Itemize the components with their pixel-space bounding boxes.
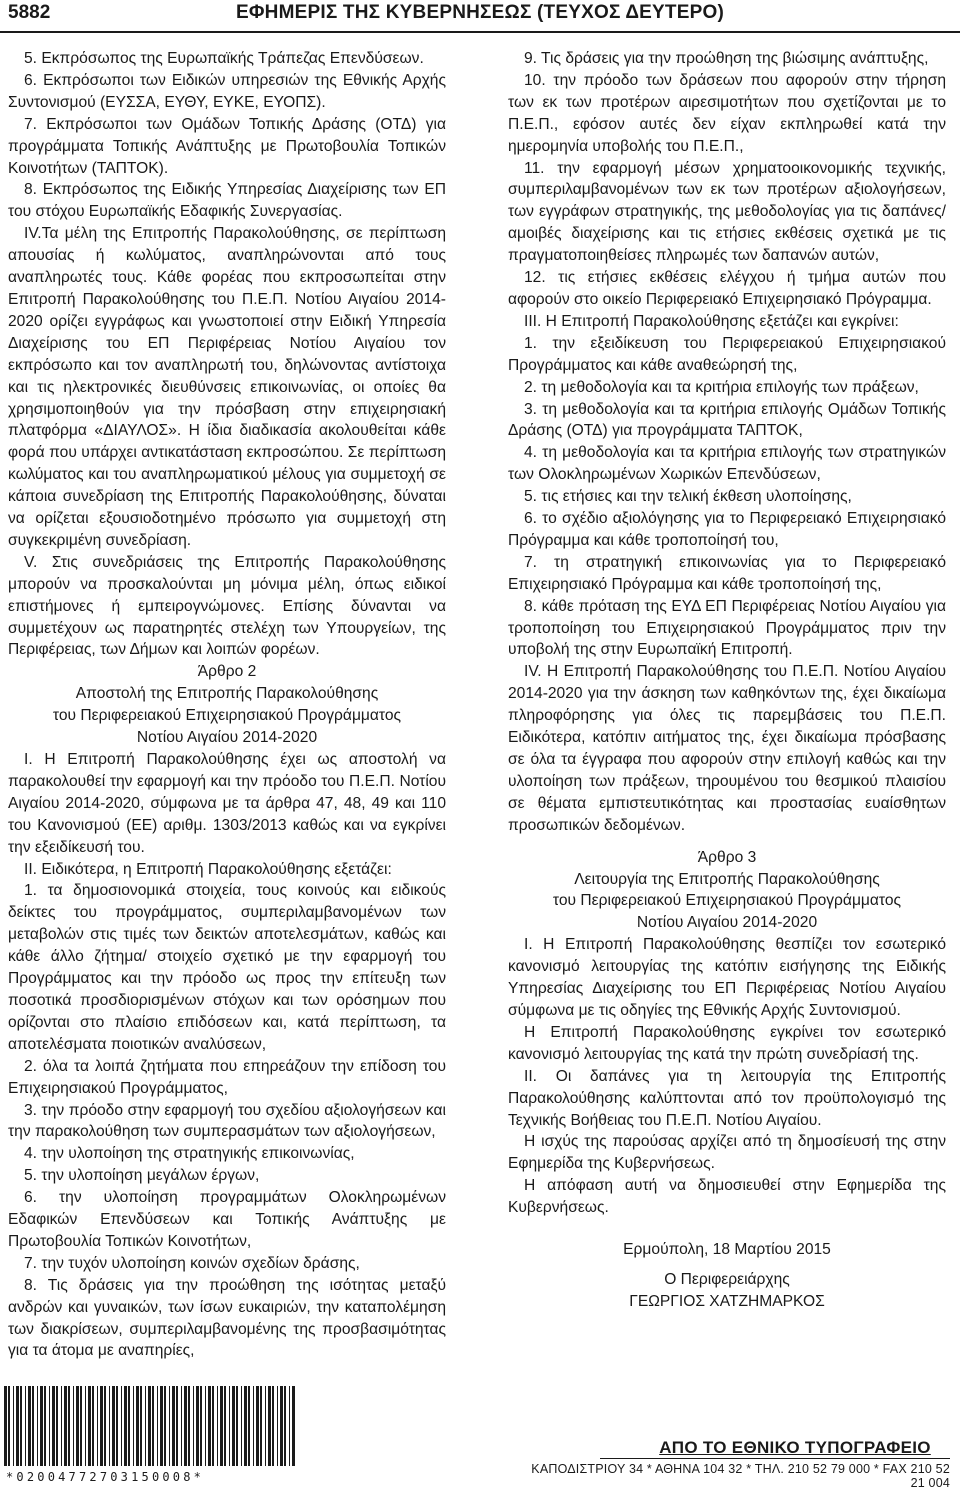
barcode-bar xyxy=(28,1386,31,1466)
printer-name: ΑΠΟ ΤΟ ΕΘΝΙΚΟ ΤΥΠΟΓΡΑΦΕΙΟ xyxy=(659,1438,931,1457)
barcode-bar xyxy=(160,1386,163,1466)
barcode-bar xyxy=(241,1386,242,1466)
barcode-bar xyxy=(220,1386,223,1466)
barcode-bar xyxy=(244,1386,247,1466)
article-title: του Περιφερειακού Επιχειρησιακού Προγράμματος xyxy=(52,707,402,725)
printer-rule xyxy=(600,1458,950,1459)
barcode-bar xyxy=(44,1386,46,1466)
barcode-bar xyxy=(260,1386,262,1466)
barcode-bar xyxy=(157,1386,158,1466)
paragraph: IV. Η Επιτροπή Παρακολούθησης του Π.Ε.Π. Νοτίου Αιγαίου 2014-2020 για την άσκηση των καθηκόντων της, έχει δικαίωμα πληροφόρησης για όλες τις παρεμβάσεις του Π.Ε.Π. Ειδικότερα, κατόπιν αιτήματος της, έχει δικαίωμα πρόσβασης σε όλα τα έγγραφα που αφορούν στην επιλογή καθώς και την υλοποίηση των πράξεων, τηρουμένου του θεσμικού πλαισίου σε θέματα εμπιστευτικότητας και προστασίας ευαίσθητων προσωπικών δεδομένων. xyxy=(508,663,946,834)
paragraph: V. Στις συνεδριάσεις της Επιτροπής Παρακολούθησης μπορούν να προσκαλούνται μη μόνιμα μέλη, όπως ειδικοί επιστήμονες ή εμπειρογνώμονες. Επίσης δύνανται να συμμετέχουν ως παρατηρητές στελέχη των Υπουργείων, της Περιφέρειας, των Δήμων και λοιπών φορέων. xyxy=(8,553,446,659)
article-title: Αποστολή της Επιτροπής Παρακολούθησης xyxy=(75,685,379,703)
article-title: του Περιφερειακού Επιχειρησιακού Προγράμματος xyxy=(552,892,902,910)
barcode-bar xyxy=(104,1386,106,1466)
barcode-bar xyxy=(109,1386,110,1466)
right-column xyxy=(508,48,946,1313)
paragraph: 7. την τυχόν υλοποίηση κοινών σχεδίων δράσης, xyxy=(24,1254,360,1272)
paragraph: 3. τη μεθοδολογία και τα κριτήρια επιλογής Ομάδων Τοπικής Δράσης (ΟΤΔ) για προγράμματα ΤΑΠΤΟΚ, xyxy=(508,400,946,440)
paragraph: Ι. Η Επιτροπή Παρακολούθησης έχει ως αποστολή να παρακολουθεί την εφαρμογή και την πρόοδο του Π.Ε.Π. Νοτίου Αιγαίου 2014-2020, σύμφωνα με τα άρθρα 47, 48, 49 και 110 του Κανονισμού (ΕΕ) αριθμ. 1303/2013 καθώς και να εγκρίνει την εξειδίκευσή του. xyxy=(8,751,446,856)
paragraph: 12. τις ετήσιες εκθέσεις ελέγχου ή τμήμα αυτών που αφορούν στο οικείο Περιφερειακό Επιχειρησιακό Πρόγραμμα. xyxy=(508,269,946,308)
signer-title: Ο Περιφερειάρχης xyxy=(664,1270,790,1288)
article-title: Νοτίου Αιγαίου 2014-2020 xyxy=(636,914,818,932)
barcode-bars xyxy=(0,1386,300,1468)
barcode-bar xyxy=(56,1386,58,1466)
barcode-bar xyxy=(121,1386,122,1466)
barcode-bar xyxy=(232,1386,235,1466)
barcode-bar xyxy=(92,1386,94,1466)
paragraph: 6. το σχέδιο αξιολόγησης για το Περιφερειακό Επιχειρησιακό Πρόγραμμα και κάθε τροποποίησή του, xyxy=(508,510,946,549)
paragraph: ΙΙ. Ειδικότερα, η Επιτροπή Παρακολούθησης εξετάζει: xyxy=(24,860,392,878)
barcode-bar xyxy=(265,1386,266,1466)
barcode-bar xyxy=(193,1386,194,1466)
header-rule xyxy=(0,31,960,33)
barcode-bar xyxy=(40,1386,43,1466)
paragraph: IV.Τα μέλη της Επιτροπής Παρακολούθησης, σε περίπτωση απουσίας ή κωλύματος, αναπληρώνονται από τους αναπληρωτές τους. Κάθε φορέας που εκπροσωπείται στην Επιτροπή Παρακολούθησης του Π.Ε.Π. Νοτίου Αιγαίου 2014-2020 ορίζει εγγράφως και γνωστοποιεί στην Ειδική Υπηρεσία Διαχείρισης του ΕΠ Περιφέρειας Νοτίου Αιγαίου τον εκπρόσωπο και τον αναπληρωτή του, δηλώνοντας αντίστοιχα και τις ηλεκτρονικές διευθύνσεις επικοινωνίας, οι οποίες θα χρησιμοποιηθούν για την πρόσβαση στην επιχειρησιακή πλατφόρμα «ΔΙΑΥΛΟΣ». Η ίδια διαδικασία ακολουθείται κάθε φορά που υπάρχει αντικατάσταση εκπροσώπου. Σε περίπτωση κωλύματος και του αναπληρωματικού μέλους για συμμετοχή σε κάποια συνεδρίαση της Επιτροπής Παρακολούθησης, δύναται να ορίζεται εξουσιοδοτημένο πρόσωπο για συμμετοχή στη συγκεκριμένη συνεδρίαση. xyxy=(8,225,446,549)
barcode-bar xyxy=(128,1386,130,1466)
paragraph: 3. την πρόοδο στην εφαρμογή του σχεδίου αξιολογήσεων και την παρακολούθηση των συμπερασμάτων των αξιολογήσεων, xyxy=(8,1101,446,1141)
barcode-bar xyxy=(88,1386,91,1466)
paragraph: Η Επιτροπή Παρακολούθησης εγκρίνει τον εσωτερικό κανονισμό λειτουργίας της κατά την πρώτη συνεδρίασή της. xyxy=(508,1023,946,1063)
paragraph: 7. Εκπρόσωποι των Ομάδων Τοπικής Δράσης (ΟΤΔ) για προγράμματα Τοπικής Ανάπτυξης με Πρωτοβουλία Τοπικών Κοινοτήτων (ΤΑΠΤΟΚ). xyxy=(8,115,446,177)
barcode-bar xyxy=(196,1386,199,1466)
paragraph: 6. Εκπρόσωποι των Ειδικών υπηρεσιών της Εθνικής Αρχής Συντονισμού (ΕΥΣΣΑ, ΕΥΘΥ, ΕΥΚΕ, ΕΥΟΠΣ). xyxy=(8,71,446,111)
barcode-bar xyxy=(116,1386,118,1466)
paragraph: ΙΙΙ. Η Επιτροπή Παρακολούθησης εξετάζει και εγκρίνει: xyxy=(524,312,899,330)
barcode-bar xyxy=(20,1386,22,1466)
paragraph: 8. Τις δράσεις για την προώθηση της ισότητας μεταξύ ανδρών και γυναικών, των ίσων ευκαιριών, την καταπολέμηση των διακρίσεων, συμπεριλαμβανομένης της προσβασιμότητας για τα άτομα με αναπηρίες, xyxy=(8,1276,446,1360)
barcode-bar xyxy=(256,1386,259,1466)
barcode-number: *02004772703150008* xyxy=(6,1470,205,1484)
paragraph: Η ισχύς της παρούσας αρχίζει από τη δημοσίευσή της στην Εφημερίδα της Κυβερνήσεως. xyxy=(508,1133,946,1173)
paragraph: Η απόφαση αυτή να δημοσιευθεί στην Εφημερίδα της Κυβερνήσεως. xyxy=(508,1177,946,1217)
barcode-bar xyxy=(229,1386,230,1466)
paragraph: 6. την υλοποίηση προγραμμάτων Ολοκληρωμένων Εδαφικών Επενδύσεων και Τοπικής Ανάπτυξης με Πρωτοβουλία Τοπικών Κοινοτήτων, xyxy=(8,1189,446,1250)
page-number: 5882 xyxy=(8,2,51,23)
paragraph: 5. την υλοποίηση μεγάλων έργων, xyxy=(24,1167,260,1185)
barcode-bar xyxy=(188,1386,190,1466)
paragraph: 10. την πρόοδο των δράσεων που αφορούν στην τήρηση των εκ των προτέρων αιρεσιμοτήτων που σχετίζονται με το Π.Ε.Π., εφόσον αυτές δεν είχαν εκπληρωθεί κατά την ημερομηνία υποβολής του Π.Ε.Π., xyxy=(508,71,946,155)
barcode-bar xyxy=(49,1386,50,1466)
paragraph: 9. Τις δράσεις για την προώθηση της βιώσιμης ανάπτυξης, xyxy=(524,50,929,67)
barcode-bar xyxy=(268,1386,271,1466)
barcode-bar xyxy=(73,1386,74,1466)
barcode-bar xyxy=(140,1386,142,1466)
barcode-bar xyxy=(181,1386,182,1466)
paragraph: 11. την εφαρμογή μέσων χρηματοοικονομικής τεχνικής, συμπεριλαμβανομένων των εκ των προτέρων αξιολογήσεων, των εγγράφων στρατηγικής, της μεθοδολογίας για τις δαπάνες/ αμοιβές διαχείρισης και τις ετήσιες εκθέσεις σχετικά με τις πραγματοποιηθείσες πληρωμές των δαπανών αυτών, xyxy=(508,159,946,265)
article-heading: Άρθρο 2 xyxy=(197,663,257,681)
barcode-bar xyxy=(97,1386,98,1466)
barcode-bar xyxy=(64,1386,67,1466)
barcode-bar xyxy=(272,1386,274,1466)
barcode-bar xyxy=(280,1386,283,1466)
signer-name: ΓΕΩΡΓΙΟΣ ΧΑΤΖΗΜΑΡΚΟΣ xyxy=(629,1292,825,1310)
paragraph: 7. τη στρατηγική επικοινωνίας για το Περιφερειακό Επιχειρησιακό Πρόγραμμα και κάθε τροποποίησή της, xyxy=(508,553,946,593)
barcode-bar xyxy=(133,1386,134,1466)
barcode-bar xyxy=(85,1386,86,1466)
barcode-bar xyxy=(164,1386,166,1466)
barcode-bar xyxy=(208,1386,211,1466)
barcode-bar xyxy=(76,1386,79,1466)
barcode-bar xyxy=(13,1386,14,1466)
paragraph: 1. την εξειδίκευση του Περιφερειακού Επιχειρησιακού Προγράμματος και κάθε αναθεώρησή της, xyxy=(508,334,946,374)
paragraph: 8. Εκπρόσωπος της Ειδικής Υπηρεσίας Διαχείρισης των ΕΠ του στόχου Ευρωπαϊκής Εδαφικής Συνεργασίας. xyxy=(8,181,446,221)
left-column xyxy=(8,48,446,1362)
barcode-bar xyxy=(176,1386,178,1466)
gazette-title: ΕΦΗΜΕΡΙΣ ΤΗΣ ΚΥΒΕΡΝΗΣΕΩΣ (ΤΕΥΧΟΣ ΔΕΥΤΕΡΟ) xyxy=(236,2,724,23)
barcode-bar xyxy=(152,1386,154,1466)
paragraph: 2. όλα τα λοιπά ζητήματα που επηρεάζουν την επίδοση του Επιχειρησιακού Προγράμματος, xyxy=(8,1057,446,1097)
barcode-bar xyxy=(148,1386,151,1466)
printer-address: ΚΑΠΟΔΙΣΤΡΙΟΥ 34 * ΑΘΗΝΑ 104 32 * ΤΗΛ. 210 52 79 000 * FAX 210 52 21 004 xyxy=(531,1462,950,1490)
barcode-bar xyxy=(169,1386,170,1466)
barcode-bar xyxy=(4,1386,7,1466)
barcode-bar xyxy=(52,1386,55,1466)
place-date: Ερμούπολη, 18 Μαρτίου 2015 xyxy=(623,1241,831,1259)
paragraph: ΙΙ. Οι δαπάνες για τη λειτουργία της Επιτροπής Παρακολούθησης καλύπτονται από τον προϋπολογισμό της Τεχνικής Βοήθειας του Π.Ε.Π. Νοτίου Αιγαίου. xyxy=(508,1067,946,1129)
barcode-bar xyxy=(172,1386,175,1466)
paragraph: Ι. Η Επιτροπή Παρακολούθησης θεσπίζει τον εσωτερικό κανονισμό λειτουργίας της κατόπιν εισήγησης της Ειδικής Υπηρεσίας Διαχείρισης του ΕΠ Περιφέρειας Νοτίου Αιγαίου σύμφωνα με τις οδηγίες της Εθνικής Αρχής Συντονισμού. xyxy=(508,936,946,1019)
barcode-bar xyxy=(212,1386,214,1466)
barcode-bar xyxy=(100,1386,103,1466)
barcode-bar xyxy=(124,1386,127,1466)
barcode-bar xyxy=(205,1386,206,1466)
barcode-bar xyxy=(32,1386,34,1466)
barcode-bar xyxy=(253,1386,254,1466)
barcode-bar xyxy=(277,1386,278,1466)
barcode-bar xyxy=(284,1386,286,1466)
paragraph: 4. την υλοποίηση της στρατηγικής επικοινωνίας, xyxy=(24,1145,355,1163)
article-title: Νοτίου Αιγαίου 2014-2020 xyxy=(136,729,318,747)
barcode-bar xyxy=(61,1386,62,1466)
barcode-bar xyxy=(236,1386,238,1466)
article-title: Λειτουργία της Επιτροπής Παρακολούθησης xyxy=(574,870,880,888)
paragraph: 5. Εκπρόσωπος της Ευρωπαϊκής Τράπεζας Επενδύσεων. xyxy=(24,50,424,67)
barcode-bar xyxy=(248,1386,250,1466)
barcode-bar xyxy=(37,1386,38,1466)
barcode-bar xyxy=(16,1386,19,1466)
barcode-bar xyxy=(289,1386,290,1466)
barcode-bar xyxy=(292,1386,295,1466)
barcode-bar xyxy=(136,1386,139,1466)
barcode-bar xyxy=(8,1386,10,1466)
barcode-bar xyxy=(25,1386,26,1466)
barcode-bar xyxy=(217,1386,218,1466)
barcode-bar xyxy=(184,1386,187,1466)
paragraph: 5. τις ετήσιες και την τελική έκθεση υλοποίησης, xyxy=(524,488,852,506)
barcode-bar xyxy=(145,1386,146,1466)
barcode-bar xyxy=(68,1386,70,1466)
paragraph: 1. τα δημοσιονομικά στοιχεία, τους κοινούς και ειδικούς δείκτες του προγράμματος, συμπεριλαμβανομένων των μεταβολών στις τιμές των δεικτών αποτελεσμάτων, καθώς και κάθε άλλο ζήτημα/ στοιχείο σχετικό με την εφαρμογή του Προγράμματος και την πρόοδο ως προς την επίτευξη των ποσοτικά προσδιορισμένων στόχων και των ορόσημων που ορίζονται στο πλαίσιο επιδόσεων και, κατά περίπτωση, τα αποτελέσματα ποιοτικών αναλύσεων, xyxy=(8,882,446,1053)
barcode-bar xyxy=(200,1386,202,1466)
paragraph: 2. τη μεθοδολογία και τα κριτήρια επιλογής των πράξεων, xyxy=(524,378,919,396)
paragraph: 8. κάθε πρόταση της ΕΥΔ ΕΠ Περιφέρειας Νοτίου Αιγαίου για τροποποίηση του Επιχειρησιακού Προγράμματος πριν την υποβολή της στην Ευρωπαϊκή Επιτροπή. xyxy=(508,597,946,659)
barcode-bar xyxy=(80,1386,82,1466)
barcode-bar xyxy=(112,1386,115,1466)
article-heading: Άρθρο 3 xyxy=(697,848,757,866)
paragraph: 4. τη μεθοδολογία και τα κριτήρια επιλογής των στρατηγικών των Ολοκληρωμένων Χωρικών Επενδύσεων, xyxy=(508,444,946,484)
barcode-bar xyxy=(224,1386,226,1466)
